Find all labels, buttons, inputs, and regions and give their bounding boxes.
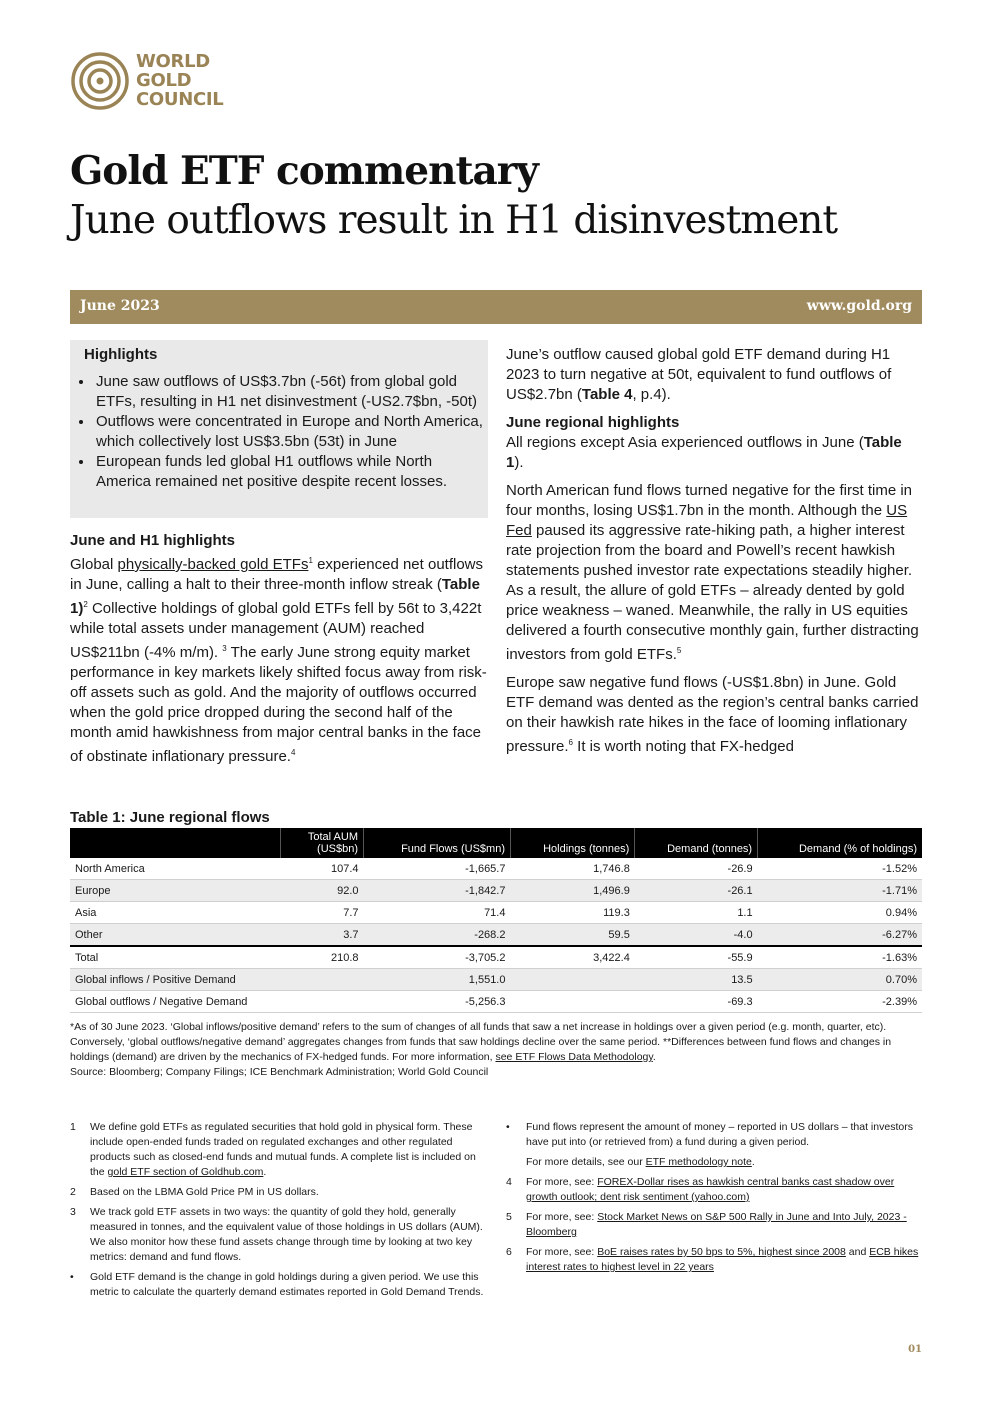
- footnote: [506, 1175, 922, 1205]
- footnote-number: 1: [70, 1121, 76, 1133]
- table-cell: -1,842.7: [364, 880, 511, 902]
- highlight-item: • European funds led global H1 outflows while North America remained net positive despite recent losses.: [94, 452, 490, 492]
- column-header: Holdings (tonnes): [510, 828, 634, 858]
- table-ref: Table 1): [70, 576, 480, 617]
- table-cell: Asia: [70, 902, 281, 924]
- text-run: We track gold ETF assets in two ways: the quantity of gold they hold, generally measured in tonnes, and the equivalent value of those holdings in US dollars (AUM). We also monitor how these fund assets change through time by looking at two key metrics: demand and fund flows.: [90, 1206, 483, 1263]
- table-cell: 71.4: [364, 902, 511, 924]
- text-run: Global: [70, 556, 118, 573]
- text-run: Based on the LBMA Gold Price PM in US dollars.: [90, 1186, 319, 1198]
- bullet-icon: •: [506, 1121, 510, 1133]
- paragraph: [506, 673, 922, 757]
- goldhub-etf-link[interactable]: gold ETF section of Goldhub.com: [107, 1166, 264, 1178]
- text-run: Fund flows represent the amount of money – reported in US dollars – that investors have put into (or retrieved from) a fund during a given period.: [526, 1121, 913, 1148]
- highlights-heading: Highlights: [84, 346, 158, 363]
- paragraph: [506, 433, 922, 473]
- table-cell: 92.0: [281, 880, 364, 902]
- source-line: Source: Bloomberg; Company Filings; ICE Benchmark Administration; World Gold Council: [70, 1066, 489, 1078]
- table-row: [70, 924, 922, 947]
- page-number: 01: [908, 1344, 922, 1355]
- table-cell: -268.2: [364, 924, 511, 947]
- ecb-article-link[interactable]: ECB hikes interest rates to highest level in 22 years: [526, 1246, 919, 1273]
- column-header: [70, 828, 281, 858]
- text-run: We define gold ETFs as regulated securities that hold gold in physical form. These include open-ended funds traded on regulated exchanges and other regulated products such as closed-end funds and mutual funds. A complete list is included on the: [90, 1121, 476, 1178]
- column-header: Demand (% of holdings): [758, 828, 922, 858]
- table-cell: 1,746.8: [510, 858, 634, 880]
- table-cell: -55.9: [635, 946, 758, 969]
- table-cell: 107.4: [281, 858, 364, 880]
- table-cell: -2.39%: [758, 991, 922, 1013]
- table-row: [70, 969, 922, 991]
- regional-flows-table: [70, 828, 922, 1013]
- footnote: [506, 1120, 922, 1150]
- footnote: [506, 1210, 922, 1240]
- table-cell: 3.7: [281, 924, 364, 947]
- text-run: ).: [514, 454, 524, 471]
- table-ref: Table 4: [581, 386, 633, 403]
- table-cell: 0.70%: [758, 969, 922, 991]
- table-cell: 13.5: [635, 969, 758, 991]
- table-cell: [281, 969, 364, 991]
- text-run: North American fund flows turned negative for the first time in four months, losing US$1.7bn in the month. Although the: [506, 482, 913, 519]
- column-header: Fund Flows (US$mn): [364, 828, 511, 858]
- footnotes-left: [70, 1120, 488, 1305]
- wgc-rings-icon: [70, 50, 130, 110]
- column-header: Demand (tonnes): [635, 828, 758, 858]
- table-cell: 1,551.0: [364, 969, 511, 991]
- table-row: [70, 991, 922, 1013]
- us-fed-link[interactable]: US Fed: [506, 502, 908, 539]
- logo-word-2: GOLD: [136, 70, 192, 91]
- table-cell: -69.3: [635, 991, 758, 1013]
- text-run: .: [263, 1166, 267, 1178]
- table-cell: 7.7: [281, 902, 364, 924]
- text-run: All regions except Asia experienced outflows in June (: [506, 434, 864, 451]
- table-cell: -26.1: [635, 880, 758, 902]
- table-cell: Other: [70, 924, 281, 947]
- table-cell: 3,422.4: [510, 946, 634, 969]
- text-run: *As of 30 June 2023. ‘Global inflows/positive demand’ refers to the sum of changes of all funds that saw a net increase in holdings over a given period (e.g. month, quarter, etc). Conversely, ‘global outflows/negative demand’ aggregates changes from funds that saw holdings decline over the same period. **Differences between fund flows and changes in holdings (demand) are driven by the mechanics of FX-hedged funds. For more information,: [70, 1021, 892, 1063]
- table-cell: 210.8: [281, 946, 364, 969]
- text-run: For more details, see our: [526, 1156, 646, 1168]
- text-run: For more, see:: [526, 1176, 598, 1188]
- footnote-ref[interactable]: 5: [676, 646, 682, 655]
- paragraph: [70, 551, 488, 767]
- text-run: Gold ETF demand is the change in gold holdings during a given period. We use this metric to calculate the quarterly demand estimates reported in Gold Demand Trends.: [90, 1271, 484, 1298]
- footnote-ref[interactable]: 2: [83, 600, 88, 609]
- page-subtitle: June outflows result in H1 disinvestment: [70, 198, 838, 243]
- text-run: .: [751, 1156, 755, 1168]
- footnotes-right: [506, 1120, 922, 1280]
- highlight-item: • Outflows were concentrated in Europe and North America, which collectively lost US$3.5bn (53t) in June: [94, 412, 490, 452]
- table-cell: Global inflows / Positive Demand: [70, 969, 281, 991]
- footnote: [506, 1155, 922, 1170]
- table-cell: -4.0: [635, 924, 758, 947]
- text-run: paused its aggressive rate-hiking path, a higher interest rate projection from the board and Powell’s recent hawkish statements pushed investor rate expectations steadily higher. As a result, the allure of gold ETFs – already dented by gold price weakness – waned. Meanwhile, the rally in US equities delivered a fourth consecutive monthly gain, further distracting investors from gold ETFs.: [506, 522, 919, 663]
- footnote-ref[interactable]: 6: [568, 738, 573, 747]
- table-cell: -1.71%: [758, 880, 922, 902]
- footnote-number: 6: [506, 1246, 512, 1258]
- left-column: [70, 531, 488, 775]
- page-title: Gold ETF commentary: [70, 148, 538, 194]
- footnote: [70, 1205, 488, 1265]
- table-ref: Table 1: [506, 434, 902, 471]
- paragraph: [506, 481, 922, 665]
- table-cell: -3,705.2: [364, 946, 511, 969]
- right-column: [506, 345, 922, 765]
- text-run: It is worth noting that FX-hedged: [572, 738, 794, 755]
- text-run: , p.4).: [632, 386, 671, 403]
- footnote-ref[interactable]: 4: [290, 748, 296, 757]
- table-cell: North America: [70, 858, 281, 880]
- table-cell: [510, 969, 634, 991]
- paragraph: [506, 345, 922, 405]
- table-row: [70, 858, 922, 880]
- table-cell: 59.5: [510, 924, 634, 947]
- footnote-number: 4: [506, 1176, 512, 1188]
- text-run: and: [845, 1246, 870, 1258]
- table-cell: 1,496.9: [510, 880, 634, 902]
- table-cell: Total: [70, 946, 281, 969]
- column-header: Total AUM (US$bn): [281, 828, 364, 858]
- table-cell: [281, 991, 364, 1013]
- etf-flows-methodology-link[interactable]: see ETF Flows Data Methodology: [495, 1051, 653, 1063]
- table-cell: 119.3: [510, 902, 634, 924]
- footnote-ref[interactable]: 1: [308, 556, 313, 565]
- footnote: [70, 1120, 488, 1180]
- table-cell: -6.27%: [758, 924, 922, 947]
- text-run: The early June strong equity market performance in key markets likely shifted focus away from risk-off assets such as gold. And the majority of outflows occurred when the gold price dropped during the second half of the month amid hawkishness from major central banks in the face of obstinate inflationary pressure.: [70, 644, 487, 765]
- highlight-item: • June saw outflows of US$3.7bn (-56t) from global gold ETFs, resulting in H1 net disinvestment (-US2.7$bn, -50t): [94, 372, 490, 412]
- text-run: For more, see:: [526, 1246, 598, 1258]
- table-cell: -1,665.7: [364, 858, 511, 880]
- table-cell: -1.52%: [758, 858, 922, 880]
- table-cell: 1.1: [635, 902, 758, 924]
- text-run: For more, see:: [526, 1211, 598, 1223]
- table-caption: Table 1: June regional flows: [70, 809, 270, 826]
- table-cell: [510, 991, 634, 1013]
- section-heading-june-h1: June and H1 highlights: [70, 532, 236, 549]
- footnote-number: 2: [70, 1186, 76, 1198]
- footnote: [506, 1245, 922, 1275]
- wgc-logo: [70, 50, 240, 114]
- text-run: June’s outflow caused global gold ETF demand during H1 2023 to turn negative at 50t, equivalent to fund outflows of US$2.7bn (: [506, 346, 892, 403]
- logo-word-3: COUNCIL: [136, 89, 224, 110]
- footnote-ref[interactable]: 3: [222, 644, 227, 653]
- text-run: Europe saw negative fund flows (-US$1.8bn) in June. Gold ETF demand was dented as the region’s central banks carried on their hawkish rate hikes in the face of looming inflationary pressure.: [506, 674, 919, 755]
- table-row: [70, 880, 922, 902]
- footnote: [70, 1270, 488, 1300]
- highlights-list: [78, 372, 490, 492]
- text-run: .: [652, 1051, 656, 1063]
- physically-backed-etfs-link[interactable]: physically-backed gold ETFs: [117, 556, 309, 573]
- table-cell: -26.9: [635, 858, 758, 880]
- table-note: [70, 1020, 922, 1080]
- forex-article-link[interactable]: FOREX-Dollar rises as hawkish central banks cast shadow over growth outlook; dent risk sentiment (yahoo.com): [526, 1176, 895, 1203]
- table-cell: 0.94%: [758, 902, 922, 924]
- bloomberg-article-link[interactable]: Stock Market News on S&P 500 Rally in June and Into July, 2023 - Bloomberg: [526, 1211, 907, 1238]
- footnote-number: 3: [70, 1206, 76, 1218]
- table-row: [70, 902, 922, 924]
- text-run: experienced net outflows in June, calling a halt to their three-month inflow streak (: [70, 556, 484, 593]
- table-cell: -1.63%: [758, 946, 922, 969]
- table-cell: -5,256.3: [364, 991, 511, 1013]
- bullet-icon: •: [70, 1271, 74, 1283]
- report-date: June 2023: [80, 298, 160, 314]
- table-cell: Global outflows / Negative Demand: [70, 991, 281, 1013]
- website-link[interactable]: www.gold.org: [806, 298, 912, 314]
- table-total-row: [70, 946, 922, 969]
- section-heading-regional: June regional highlights: [506, 414, 680, 431]
- table-cell: Europe: [70, 880, 281, 902]
- logo-word-1: WORLD: [136, 51, 210, 72]
- footnote: [70, 1185, 488, 1200]
- table-header-row: [70, 828, 922, 858]
- footnote-number: 5: [506, 1211, 512, 1223]
- text-run: Collective holdings of global gold ETFs fell by 56t to 3,422t while total assets under management (AUM) reached US$211bn (-4% m/m).: [70, 600, 482, 661]
- boe-article-link[interactable]: BoE raises rates by 50 bps to 5%, highest since 2008: [597, 1246, 846, 1258]
- etf-methodology-note-link[interactable]: ETF methodology note: [645, 1156, 752, 1168]
- highlights-box: [70, 340, 488, 518]
- note-text: [70, 1020, 922, 1065]
- date-banner: [70, 290, 922, 324]
